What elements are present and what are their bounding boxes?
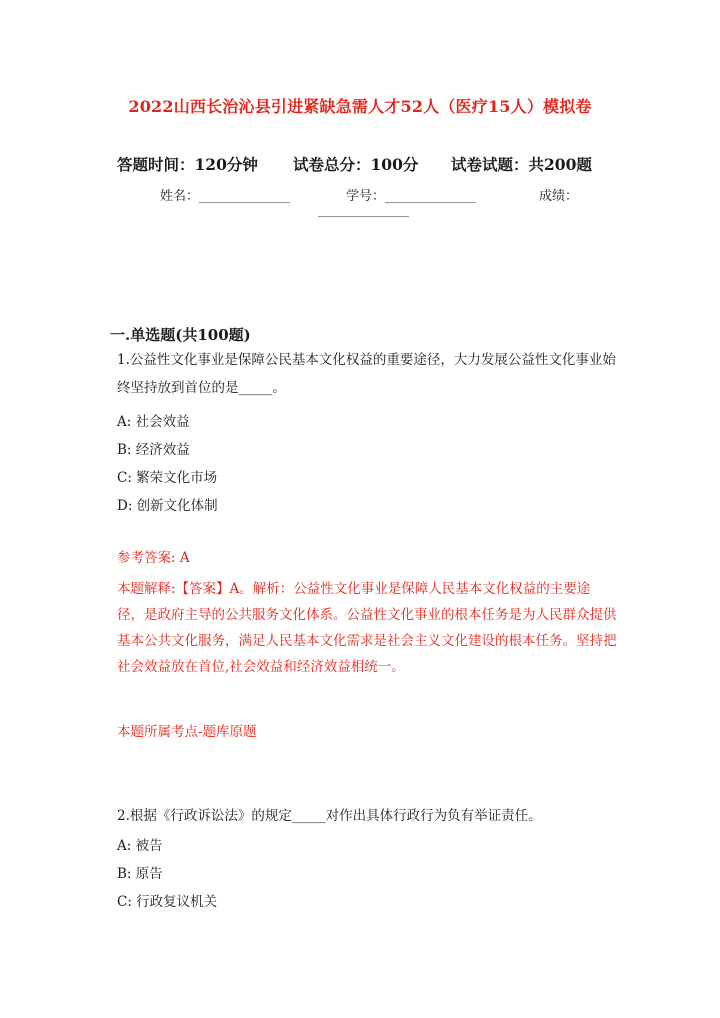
question-1-explanation: 本题解释:【答案】A。解析：公益性文化事业是保障人民基本文化权益的主要途径，是政府主导的公共服务文化体系。公益性文化事业的根本任务是为人民群众提供基本公共文化服务，满足人民基本文化需求是社会主义文化建设的根本任务。坚持把社会效益放在首位,社会效益和经济效益相统一。 — [117, 581, 617, 675]
section-title: 一.单选题(共100题) — [110, 326, 251, 344]
name-field: 姓名：______________ — [160, 189, 291, 204]
question-1-answer: 参考答案: A — [117, 550, 190, 566]
question-2-text: 2.根据《行政诉讼法》的规定_____对作出具体行政行为负有举证责任。 — [117, 808, 542, 824]
grade-blank: ______________ — [318, 203, 409, 218]
question-1-option-a: A: 社会效益 — [117, 414, 190, 430]
exam-meta — [117, 153, 617, 175]
exam-total-questions: 试卷试题：共200题 — [451, 155, 592, 174]
exam-time: 答题时间：120分钟 — [117, 155, 258, 174]
question-1-option-b: B: 经济效益 — [117, 442, 190, 458]
grade-field: 成绩： — [539, 189, 579, 204]
question-1-option-c: C: 繁荣文化市场 — [117, 470, 218, 486]
exam-title: 2022山西长治沁县引进紧缺急需人才52人（医疗15人）模拟卷 — [128, 97, 592, 116]
student-id-field: 学号：______________ — [346, 189, 477, 204]
question-1-text: 1.公益性文化事业是保障公民基本文化权益的重要途径，大力发展公益性文化事业始终坚持放到首位的是_____。 — [117, 352, 616, 396]
question-1-option-d: D: 创新文化体制 — [117, 498, 218, 514]
question-2-option-b: B: 原告 — [117, 866, 163, 882]
student-fields — [160, 185, 578, 204]
question-2-option-a: A: 被告 — [117, 838, 163, 854]
question-1-knowledge-point: 本题所属考点-题库原题 — [117, 724, 257, 740]
exam-total-score: 试卷总分：100分 — [293, 155, 419, 174]
question-2-option-c: C: 行政复议机关 — [117, 894, 218, 910]
